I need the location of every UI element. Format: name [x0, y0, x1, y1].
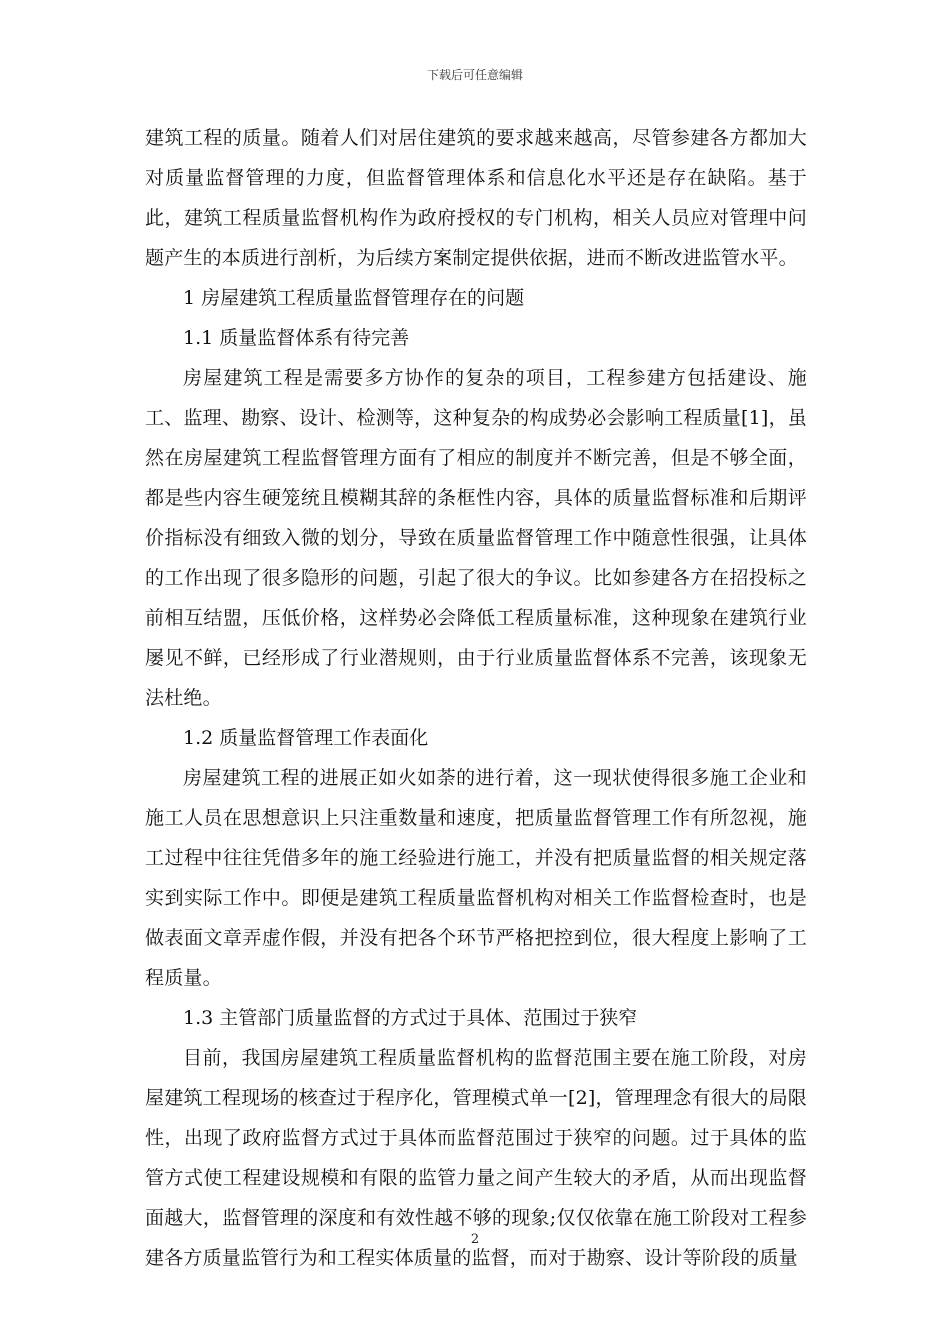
document-body	[145, 118, 807, 1278]
paragraph-1-1: 房屋建筑工程是需要多方协作的复杂的项目，工程参建方包括建设、施工、监理、勘察、设计、检测等，这种复杂的构成势必会影响工程质量[1]，虽然在房屋建筑工程监督管理方面有了相应的制度并不断完善，但是不够全面，都是些内容生硬笼统且模糊其辞的条框性内容，具体的质量监督标准和后期评价指标没有细致入微的划分，导致在质量监督管理工作中随意性很强，让具体的工作出现了很多隐形的问题，引起了很大的争议。比如参建各方在招投标之前相互结盟，压低价格，这样势必会降低工程质量标准，这种现象在建筑行业屡见不鲜，已经形成了行业潜规则，由于行业质量监督体系不完善，该现象无法杜绝。	[145, 367, 807, 709]
paragraph-1-2: 房屋建筑工程的进展正如火如荼的进行着，这一现状使得很多施工企业和施工人员在思想意识上只注重数量和速度，把质量监督管理工作有所忽视，施工过程中往往凭借多年的施工经验进行施工，并没有把质量监督的相关规定落实到实际工作中。即便是建筑工程质量监督机构对相关工作监督检查时，也是做表面文章弄虚作假，并没有把各个环节严格把控到位，很大程度上影响了工程质量。	[145, 767, 807, 989]
section-heading-1-1: 1.1 质量监督体系有待完善	[183, 327, 410, 349]
section-heading-1-2: 1.2 质量监督管理工作表面化	[183, 727, 429, 749]
section-heading-1-3: 1.3 主管部门质量监督的方式过于具体、范围过于狭窄	[183, 1007, 638, 1029]
paragraph-intro: 建筑工程的质量。随着人们对居住建筑的要求越来越高，尽管参建各方都加大对质量监督管理的力度，但监督管理体系和信息化水平还是存在缺陷。基于此，建筑工程质量监督机构作为政府授权的专门机构，相关人员应对管理中问题产生的本质进行剖析，为后续方案制定提供依据，进而不断改进监管水平。	[145, 127, 807, 269]
paragraph-1-3: 目前，我国房屋建筑工程质量监督机构的监督范围主要在施工阶段，对房屋建筑工程现场的核查过于程序化，管理模式单一[2]，管理理念有很大的局限性，出现了政府监督方式过于具体而监督范围过于狭窄的问题。过于具体的监管方式使工程建设规模和有限的监管力量之间产生较大的矛盾，从而出现监督面越大，监督管理的深度和有效性越不够的现象;仅仅依靠在施工阶段对工程参建各方质量监管行为和工程实体质量的监督，而对于勘察、设计等阶段的质量	[145, 1047, 807, 1269]
page-number: 2	[470, 1232, 480, 1247]
page-header: 下载后可任意编辑	[426, 68, 523, 82]
section-heading-1: 1 房屋建筑工程质量监督管理存在的问题	[183, 287, 525, 309]
